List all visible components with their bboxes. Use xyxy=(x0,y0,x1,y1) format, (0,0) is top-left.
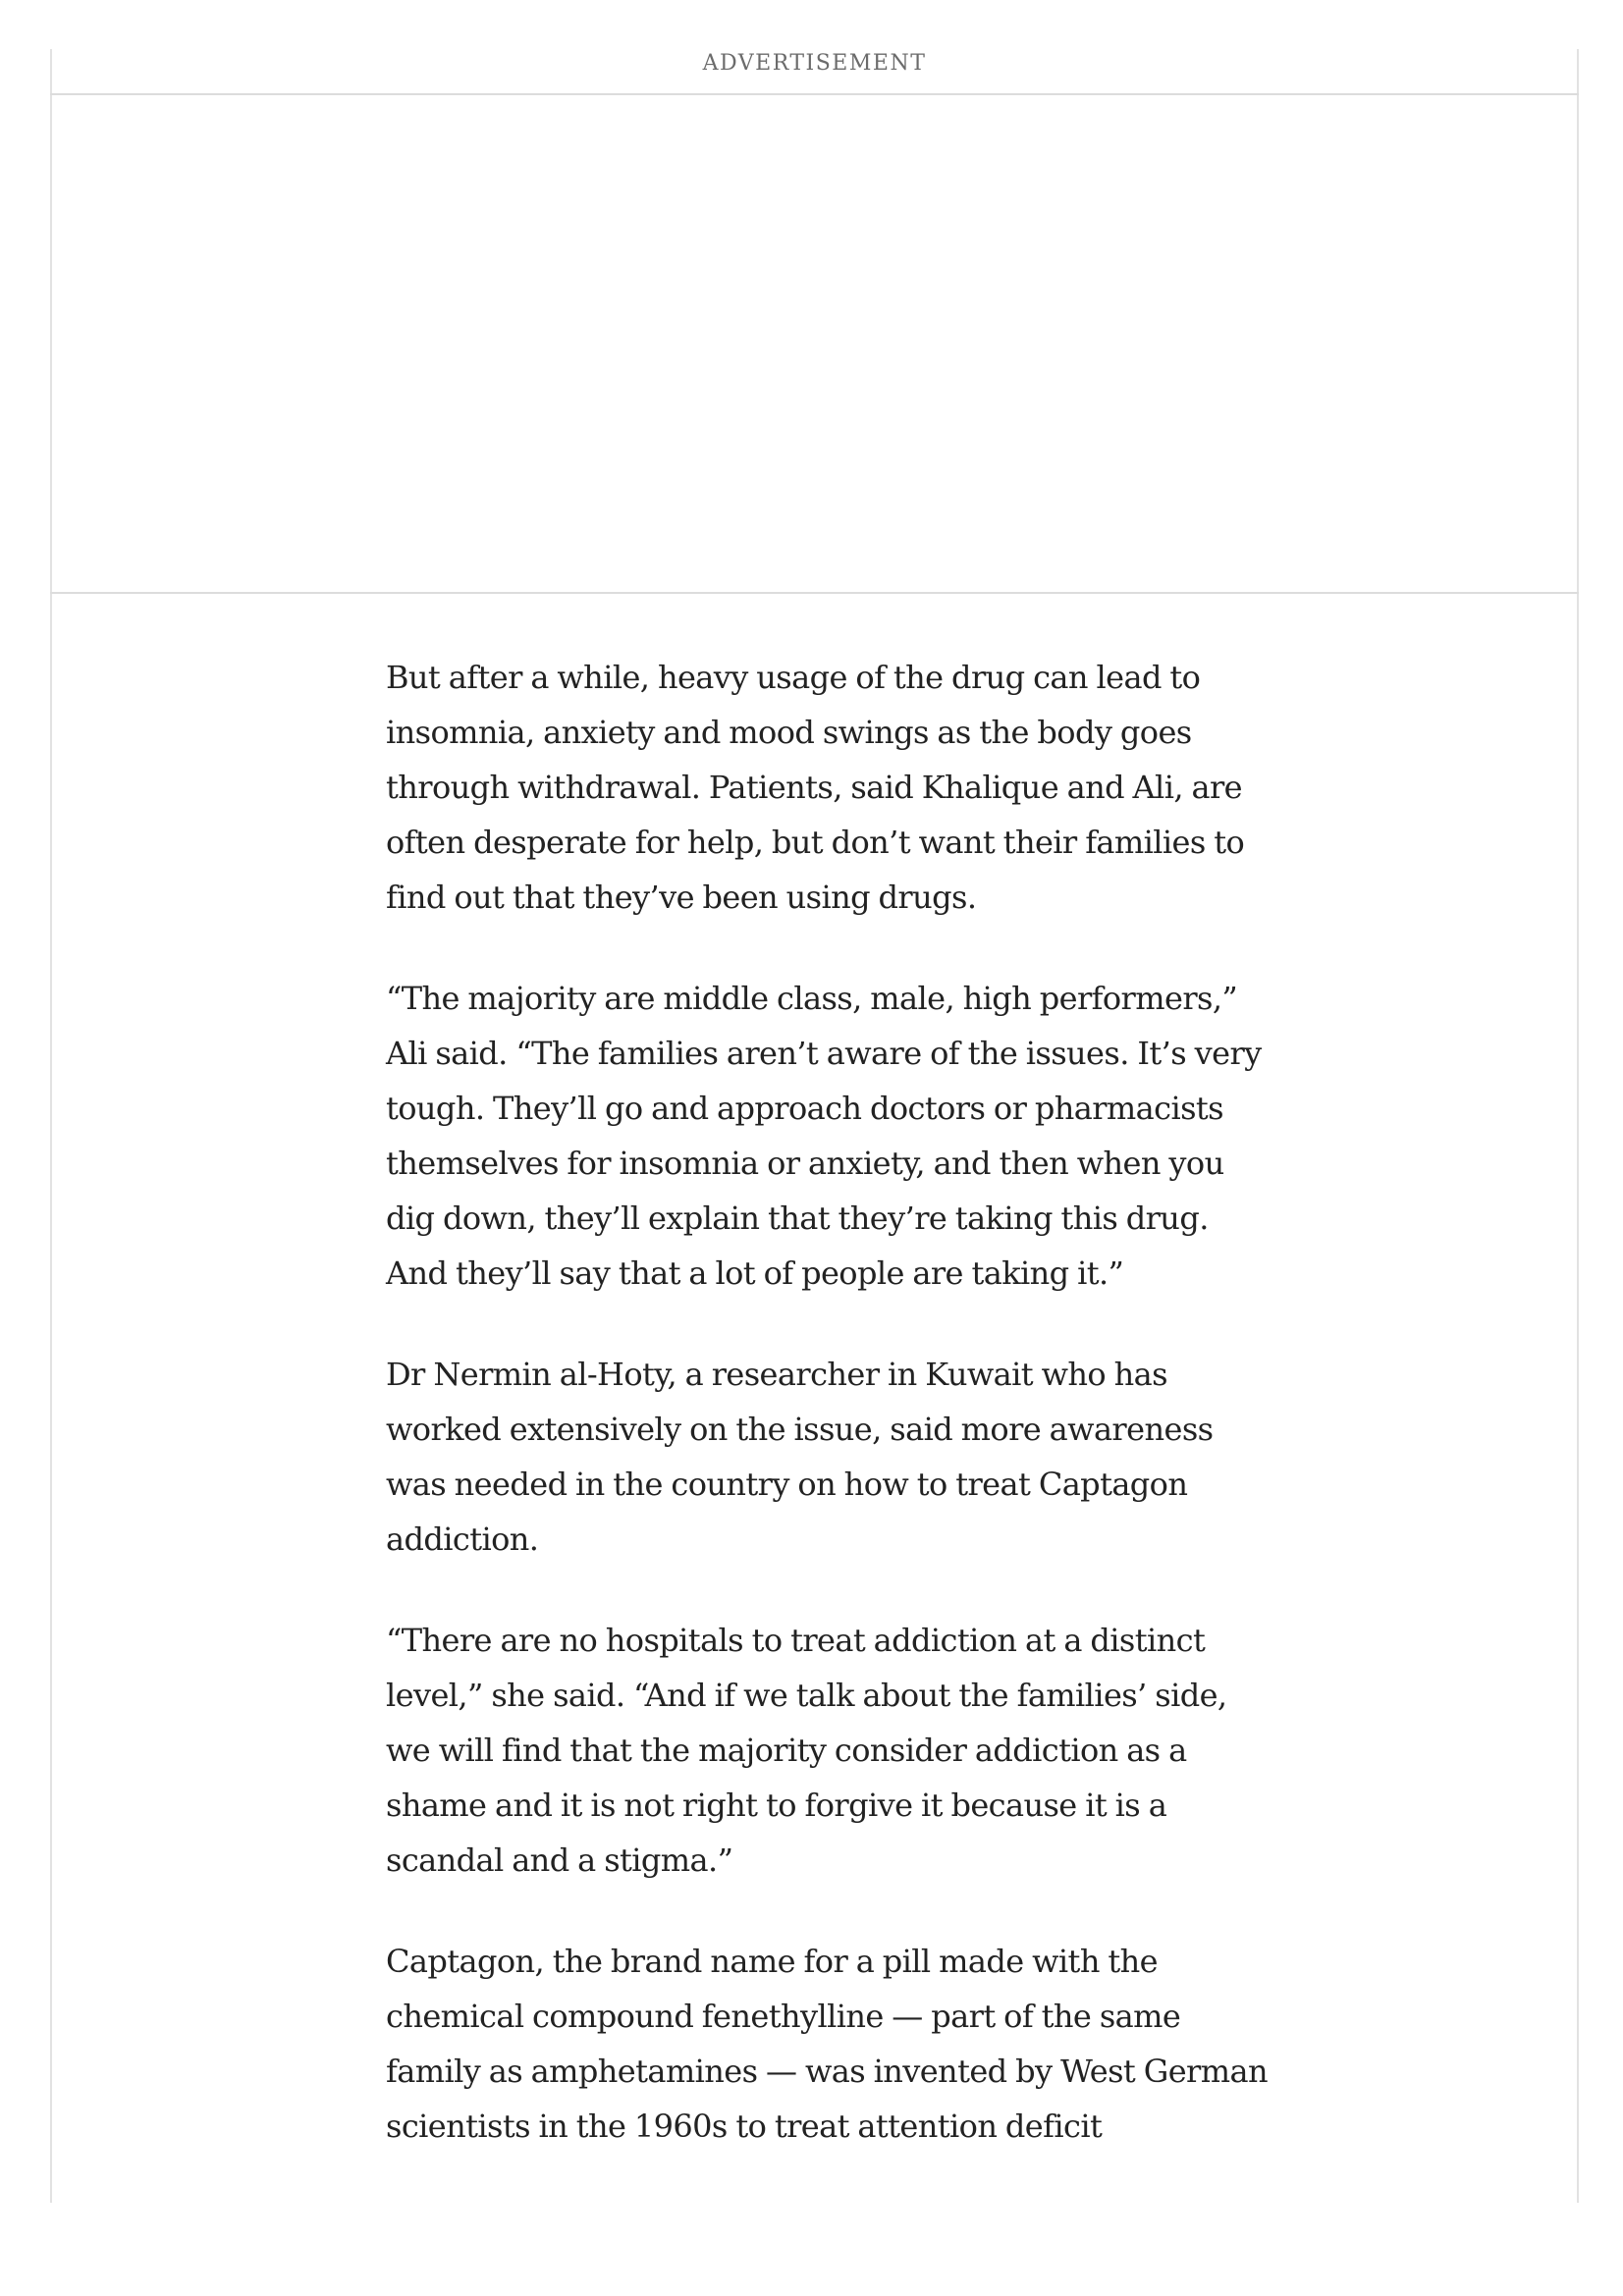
article-paragraph-5: Captagon, the brand name for a pill made with the chemical compound fenethylline — part of the same family as amphetamines — was invented by West German scientists in the 1960s to treat attention deficit xyxy=(386,1943,1268,2145)
article-paragraph-2: “The majority are middle class, male, high performers,” Ali said. “The families aren’t aware of the issues. It’s very tough. They’ll go and approach doctors or pharmacists themselves for insomnia or anxiety, and then when you dig down, they’ll explain that they’re taking this drug. And they’ll say that a lot of people are taking it.” xyxy=(386,980,1262,1292)
article-paragraph-4: “There are no hospitals to treat addiction at a distinct level,” she said. “And if we talk about the families’ side, we will find that the majority consider addiction as a shame and it is not right to forgive it because it is a scandal and a stigma.” xyxy=(386,1622,1227,1879)
article-body xyxy=(386,650,1270,2200)
advertisement-label: ADVERTISEMENT xyxy=(702,51,927,76)
advertisement-slot[interactable] xyxy=(50,95,1579,592)
advertisement-bottom-divider xyxy=(50,592,1579,594)
article-paragraph-1: But after a while, heavy usage of the drug can lead to insomnia, anxiety and mood swings as the body goes through withdrawal. Patients, said Khalique and Ali, are often desperate for help, but don’t want their families to find out that they’ve been using drugs. xyxy=(386,659,1245,916)
article-paragraph-3: Dr Nermin al-Hoty, a researcher in Kuwait who has worked extensively on the issue, said more awareness was needed in the country on how to treat Captagon addiction. xyxy=(386,1356,1214,1558)
